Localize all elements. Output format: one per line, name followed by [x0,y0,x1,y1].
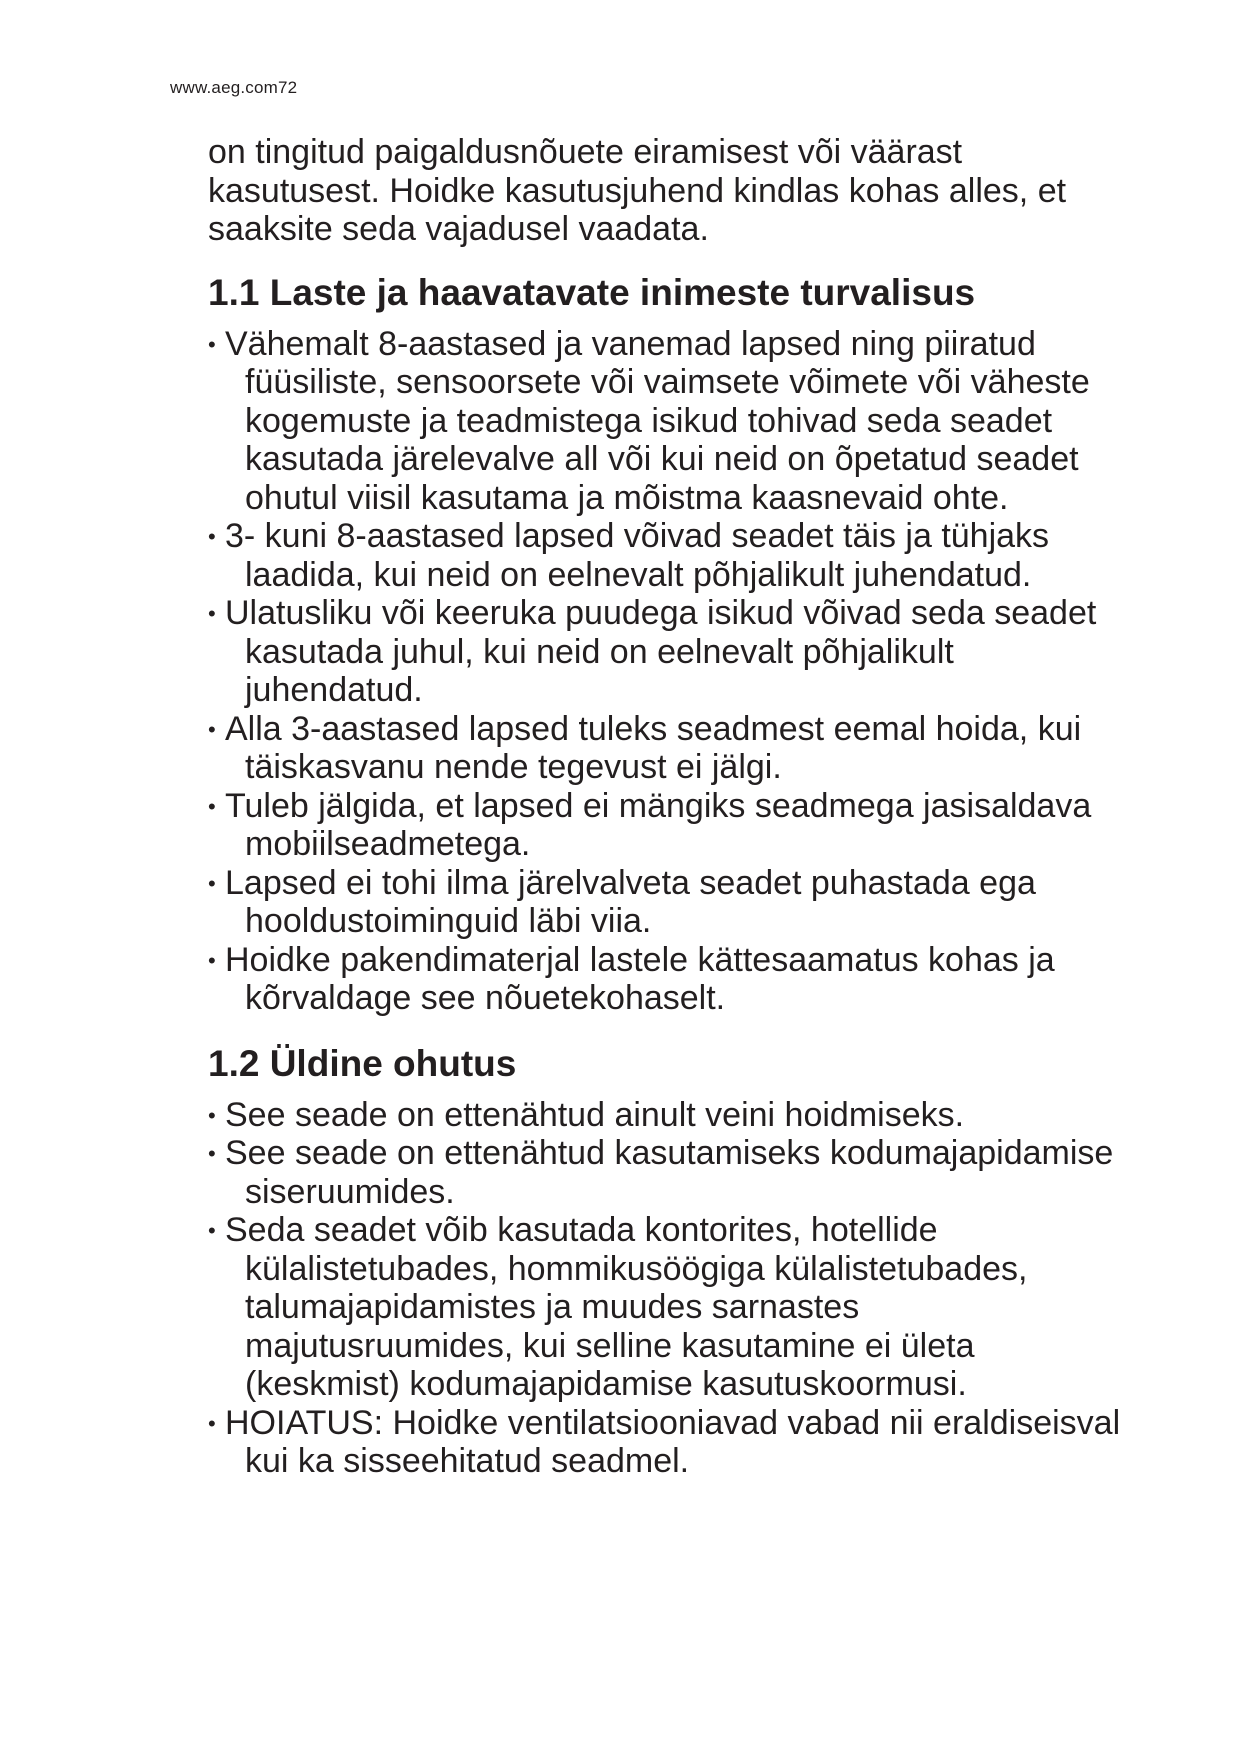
page-number: 72 [278,78,298,97]
header-url: www.aeg.com [170,78,279,97]
list-item: • Ulatusliku või keeruka puudega isikud võivad seda seadet kasutada juhul, kui neid on eelnevalt põhjalikult juhendatud. [208,594,1097,709]
list-item: • Vähemalt 8-aastased ja vanemad lapsed ning piiratud füüsiliste, sensoorsete või vaimsete võimete või väheste kogemuste ja teadmistega isikud tohivad seda seadet kasutada järelevalve all või kui neid on õpetatud seadet ohutul viisil kasutama ja mõistma kaasnevaid ohte. [208,324,1090,517]
general-safety-list [208,1096,1128,1481]
list-item: • See seade on ettenähtud kasutamiseks kodumajapidamise siseruumides. [208,1134,1114,1211]
list-item: • Alla 3-aastased lapsed tuleks seadmest eemal hoida, kui täiskasvanu nende tegevust ei jälgi. [208,709,1082,786]
bullet-icon: • [208,601,216,626]
bullet-icon: • [208,1218,216,1243]
page-header [170,78,297,98]
section-title-child-safety: 1.1 Laste ja haavatavate inimeste turvalisus [208,271,976,313]
list-item: • HOIATUS: Hoidke ventilatsiooniavad vabad nii eraldiseisval kui ka sisseehitatud seadmel. [208,1403,1121,1480]
bullet-icon: • [208,1141,216,1166]
bullet-icon: • [208,947,216,973]
child-safety-list [208,325,1128,1018]
document-body [208,133,1128,1481]
bullet-icon: • [208,870,216,896]
section-title-general-safety: 1.2 Üldine ohutus [208,1042,517,1084]
bullet-icon: • [208,793,216,819]
list-item: • Seda seadet võib kasutada kontorites, hotellide külalistetubades, hommikusöögiga külalistetubades, talumajapidamistes ja muudes sarnastes majutusruumides, kui selline kasutamine ei ületa (keskmist) kodumajapidamise kasutuskoormusi. [208,1211,1028,1403]
bullet-icon: • [208,1410,216,1436]
intro-paragraph: on tingitud paigaldusnõuete eiramisest või väärast kasutusest. Hoidke kasutusjuhend kindlas kohas alles, et saaksite seda vajadusel vaadata. [208,133,1067,248]
list-item: • Hoidke pakendimaterjal lastele kättesaamatus kohas ja kõrvaldage see nõuetekohaselt. [208,940,1055,1017]
bullet-icon: • [208,524,216,549]
bullet-icon: • [208,331,216,357]
bullet-icon: • [208,1102,216,1128]
list-item: • 3- kuni 8-aastased lapsed võivad seadet täis ja tühjaks laadida, kui neid on eelnevalt põhjalikult juhendatud. [208,517,1050,594]
bullet-icon: • [208,716,216,742]
list-item: • Tuleb jälgida, et lapsed ei mängiks seadmega jasisaldava mobiilseadmetega. [208,786,1092,863]
list-item: • Lapsed ei tohi ilma järelvalveta seadet puhastada ega hooldustoiminguid läbi viia. [208,863,1036,940]
list-item: • See seade on ettenähtud ainult veini hoidmiseks. [208,1095,965,1134]
